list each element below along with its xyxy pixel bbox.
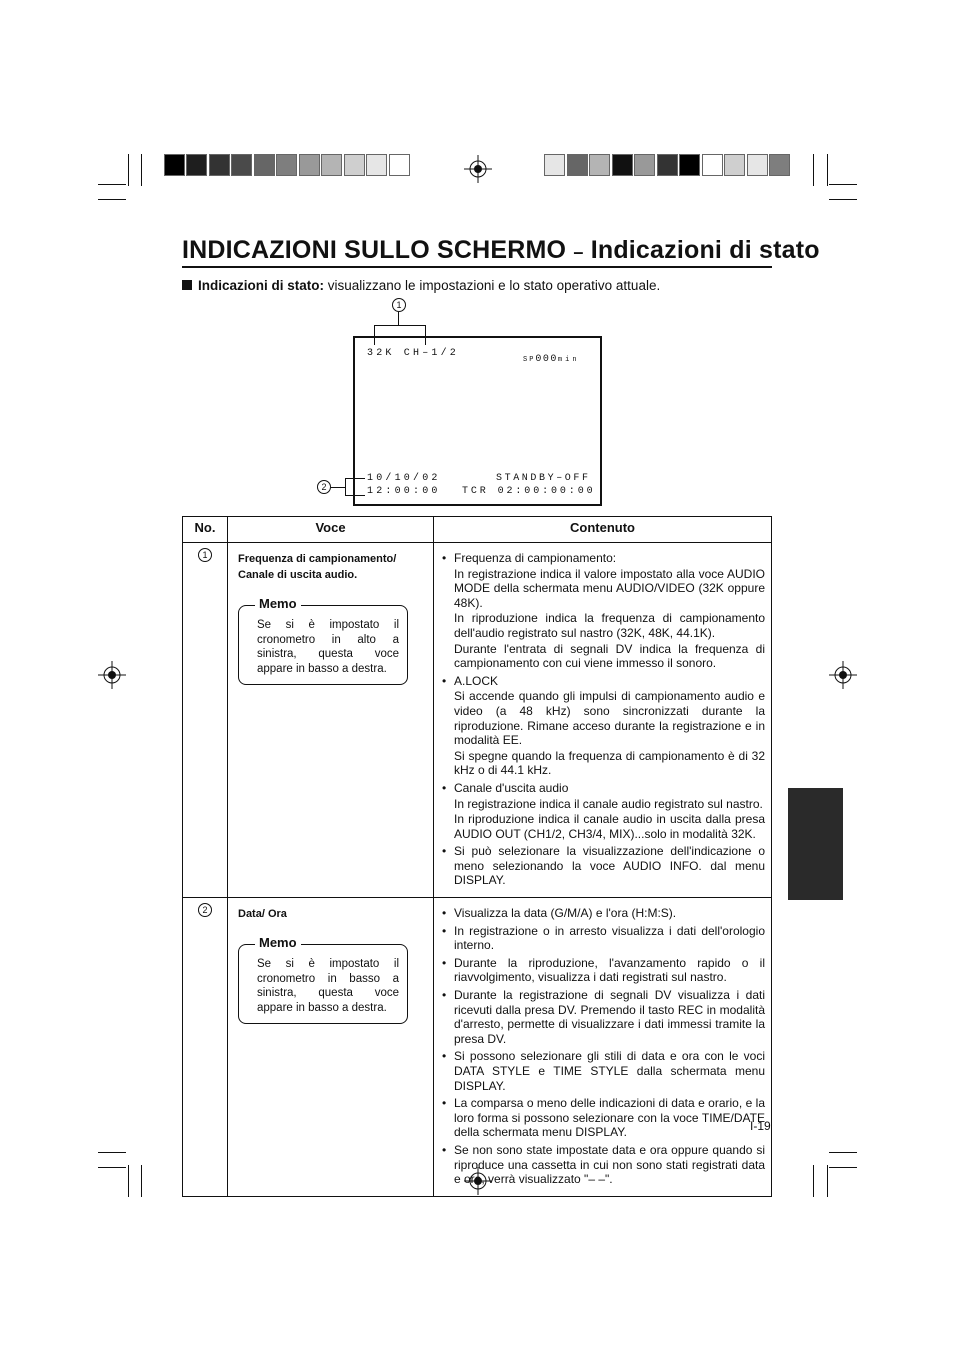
- header-voce: Voce: [228, 517, 434, 543]
- screen-time: 12:00:00: [367, 486, 441, 497]
- contenuto-cell: [434, 898, 772, 1197]
- screen-top-left: 32K CH–1/2: [367, 348, 460, 359]
- title-separator: –: [573, 242, 584, 262]
- page-title: [182, 236, 820, 265]
- title-underline: [182, 266, 772, 268]
- list-item: • Si può selezionare la visualizzazione dell'indicazione o meno selezionando la voce AUDIO INFO. dal menu DISPLAY.: [442, 844, 765, 888]
- row-number: 1: [198, 548, 212, 562]
- memo-title: Memo: [255, 597, 301, 612]
- registration-mark-left: [98, 661, 126, 689]
- contenuto-cell: [434, 543, 772, 898]
- list-item: • La comparsa o meno delle indicazioni di data e orario, e la loro forma si possono selezionare con la voce TIME/DATE della schermata menu DISPLAY.: [442, 1096, 765, 1140]
- screen-counter: 000: [535, 354, 558, 365]
- callout-1: 1: [392, 298, 406, 312]
- intro-label: Indicazioni di stato:: [198, 278, 325, 293]
- table-row: [183, 898, 772, 1197]
- screen-tcr: TCR 02:00:00:00: [462, 486, 596, 497]
- list-item: • Durante la registrazione di segnali DV visualizza i dati ricevuti dalla presa DV. Premendo il tasto REC in modalità d'arresto, permette di visualizzare i dati immessi tramite la presa DV.: [442, 988, 765, 1046]
- voce-label: Data/ Ora: [238, 908, 287, 921]
- memo-title: Memo: [255, 936, 301, 951]
- title-sub: Indicazioni di stato: [590, 236, 820, 264]
- row-number: 2: [198, 903, 212, 917]
- memo-box: [238, 935, 408, 1024]
- screen-status: STANDBY–OFF: [496, 473, 591, 484]
- memo-text: Se si è impostato il cronometro in basso a sinistra, questa voce appare in basso a destra.: [257, 958, 399, 1014]
- bullet-square-icon: [182, 280, 192, 290]
- header-no: No.: [183, 517, 228, 543]
- voce-cell: [228, 543, 434, 898]
- section-side-tab: [788, 788, 843, 900]
- voce-cell: [228, 898, 434, 1197]
- table-header-row: [183, 517, 772, 543]
- row-number-cell: [183, 543, 228, 898]
- intro-line: [182, 278, 660, 293]
- memo-text: Se si è impostato il cronometro in alto a sinistra, questa voce appare in basso a destra.: [257, 619, 399, 675]
- memo-box: [238, 596, 408, 685]
- callout-2: 2: [317, 480, 331, 494]
- header-contenuto: Contenuto: [434, 517, 772, 543]
- list-item: • Se non sono state impostate data e ora oppure quando si riproduce una cassetta in cui non sono stati registrati data e ora, verrà visualizzato "– –".: [442, 1143, 765, 1187]
- registration-mark-top: [464, 155, 492, 183]
- list-item: • Canale d'uscita audio In registrazione indica il canale audio registrato sul nastro. In riproduzione indica il canale audio in uscita dalla presa AUDIO OUT (CH1/2, CH3/4, MIX)...solo in modalità 32K.: [442, 781, 765, 841]
- title-main: INDICAZIONI SULLO SCHERMO: [182, 236, 567, 264]
- list-item: • Si possono selezionare gli stili di data e ora con le voci DATA STYLE e TIME STYLE dalla schermata menu DISPLAY.: [442, 1049, 765, 1093]
- list-item: • Frequenza di campionamento: In registrazione indica il valore impostato alla voce AUDIO MODE della schermata menu AUDIO/VIDEO (32K oppure 48K). In riproduzione indica la frequenza di campionamento dell'audio registrato sul nastro (32K, 48K, 44.1K). Durante l'entrata di segnali DV indica la frequenza di campionamento con cui viene immesso il sonoro.: [442, 551, 765, 671]
- table-row: [183, 543, 772, 898]
- intro-text: visualizzano le impostazioni e lo stato operativo attuale.: [324, 278, 661, 293]
- registration-mark-right: [829, 661, 857, 689]
- row-number-cell: [183, 898, 228, 1197]
- list-item: • In registrazione o in arresto visualizza i dati dell'orologio interno.: [442, 924, 765, 953]
- page-number: I-19: [750, 1119, 771, 1133]
- screen-date: 10/10/02: [367, 473, 441, 484]
- screen-sp: SP: [523, 356, 536, 364]
- screen-min: min: [557, 356, 580, 364]
- status-table: [182, 516, 772, 1197]
- screen-top-right: [523, 348, 580, 366]
- list-item: • Visualizza la data (G/M/A) e l'ora (H:M:S).: [442, 906, 765, 921]
- voce-label: Frequenza di campionamento/ Canale di uscita audio.: [238, 553, 397, 581]
- list-item: • Durante la riproduzione, l'avanzamento rapido o il riavvolgimento, visualizza i dati registrati sul nastro.: [442, 956, 765, 985]
- list-item: • A.LOCK Si accende quando gli impulsi di campionamento audio e video (a 48 kHz) sono sincronizzati durante la riproduzione. Rimane acceso durante la registrazione e in modalità EE. Si spegne quando la frequenza di campionamento è di 32 kHz o di 44.1 kHz.: [442, 674, 765, 778]
